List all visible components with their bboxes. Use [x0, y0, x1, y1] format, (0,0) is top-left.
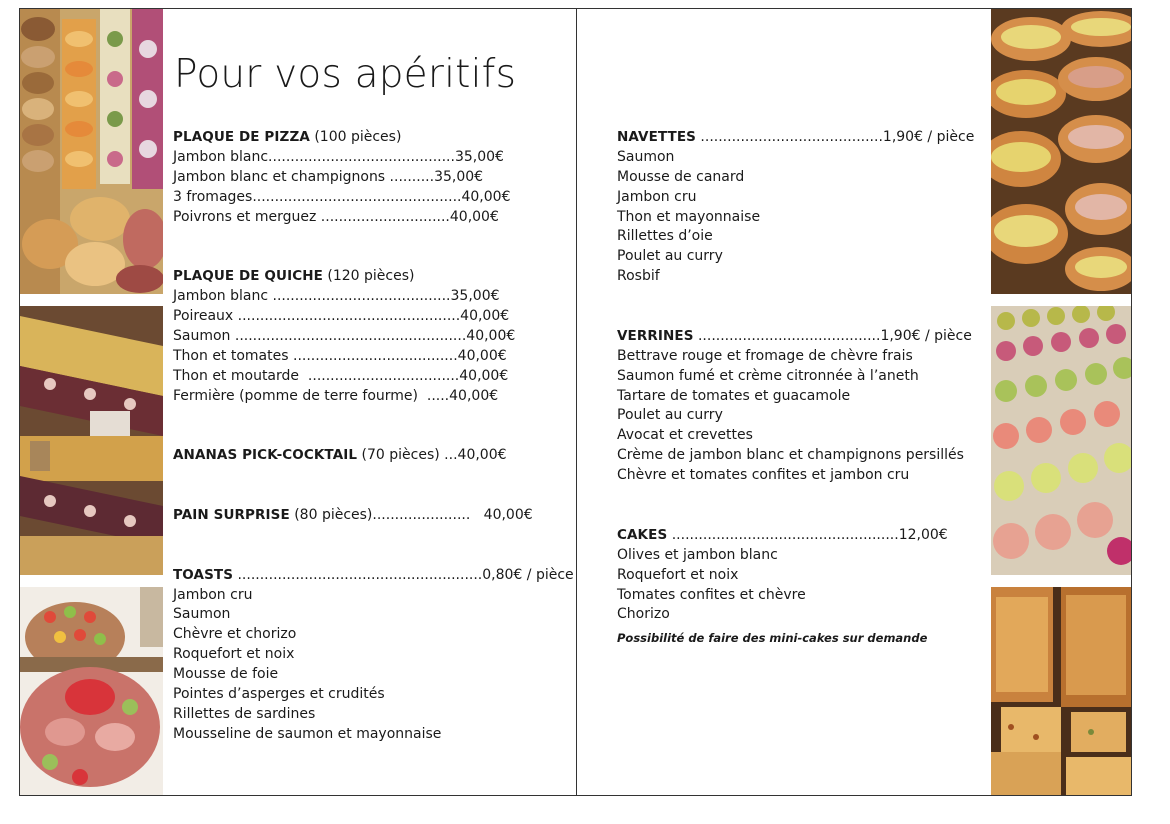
leader-dots: ......................	[372, 506, 471, 523]
menu-item	[173, 307, 574, 327]
menu-item: Pointes d’asperges et crudités	[173, 686, 385, 702]
menu-item: Avocat et crevettes	[617, 427, 753, 444]
menu-item	[173, 367, 574, 387]
left-menu-column	[173, 128, 574, 745]
page-title: Pour vos apéritifs	[174, 52, 517, 97]
leader-dots: ........................................	[268, 288, 451, 305]
item-price: 40,00€	[457, 347, 507, 364]
leader-dots: .........................................	[693, 327, 881, 344]
menu-section-pizza	[173, 128, 574, 148]
menu-item: Olives et jambon blanc	[617, 546, 778, 563]
section-name: NAVETTES	[617, 129, 696, 145]
menu-section-toasts	[173, 566, 574, 586]
item-label: 3 fromages	[173, 188, 253, 205]
menu-section-verrines	[617, 327, 974, 347]
leader-dots: .......................................................	[233, 566, 483, 583]
item-price: 40,00€	[470, 506, 533, 523]
menu-item: Mousseline de saumon et mayonnaise	[173, 725, 442, 742]
item-label: Fermière (pomme de terre fourme)	[173, 387, 418, 404]
leader-dots: ..........................................	[268, 148, 455, 165]
item-price: 35,00€	[434, 168, 484, 185]
leader-dots: ...	[439, 447, 458, 464]
leader-dots: ..................................................	[233, 308, 461, 325]
item-price: 35,00€	[450, 288, 500, 305]
menu-item: Mousse de foie	[173, 666, 279, 683]
mini-pastries-photo	[20, 9, 163, 294]
section-qty: (120 pièces)	[322, 268, 415, 285]
item-price: 40,00€	[459, 367, 509, 384]
leader-dots: .............................	[316, 208, 450, 225]
menu-item	[173, 148, 574, 168]
item-label: Jambon blanc et champignons	[173, 168, 386, 185]
menu-section-pain-surprise	[173, 506, 574, 526]
menu-item: Roquefort et noix	[173, 646, 295, 663]
menu-item: Roquefort et noix	[617, 566, 739, 583]
item-label: Jambon blanc	[173, 148, 269, 165]
leader-dots: ...................................................	[667, 526, 899, 543]
navettes-photo	[991, 9, 1131, 294]
menu-item: Tartare de tomates et guacamole	[617, 387, 851, 404]
cured-meat-cake-photo	[20, 306, 163, 575]
leader-dots: ..................................	[299, 367, 460, 384]
menu-section-ananas	[173, 446, 574, 466]
menu-item	[173, 387, 574, 407]
menu-item	[173, 287, 574, 307]
item-price: 12,00€	[898, 526, 948, 543]
menu-item: Crème de jambon blanc et champignons persillés	[617, 447, 964, 464]
leader-dots: ....................................................	[230, 327, 467, 344]
menu-item: Poulet au curry	[617, 407, 723, 424]
section-name: CAKES	[617, 526, 668, 543]
menu-item	[173, 188, 574, 208]
item-price: 40,00€	[466, 327, 516, 344]
item-label: Saumon	[173, 327, 231, 344]
item-price: 40,00€	[449, 387, 499, 404]
menu-item: Jambon cru	[617, 188, 697, 205]
section-name: VERRINES	[617, 327, 694, 344]
menu-item	[173, 347, 574, 367]
leader-dots: .....	[417, 387, 450, 404]
item-price: 35,00€	[454, 148, 504, 165]
menu-item	[173, 208, 574, 228]
menu-item: Bettrave rouge et fromage de chèvre frais	[617, 347, 913, 364]
decorated-platter-photo	[20, 587, 163, 795]
menu-item: Saumon	[617, 148, 675, 165]
menu-item: Thon et mayonnaise	[617, 208, 761, 225]
leader-dots: ...............................................	[252, 188, 462, 205]
menu-item: Poulet au curry	[617, 248, 723, 265]
item-label: Thon et tomates	[173, 347, 289, 364]
menu-item: Tomates confites et chèvre	[617, 586, 806, 603]
page-fold-line	[576, 8, 577, 796]
leader-dots: .....................................	[288, 347, 458, 364]
menu-item	[173, 168, 574, 188]
section-qty: (80 pièces)	[289, 506, 373, 523]
menu-item	[173, 327, 574, 347]
section-name: PLAQUE DE PIZZA	[173, 129, 310, 145]
section-name: TOASTS	[173, 566, 234, 583]
menu-item: Chèvre et tomates confites et jambon cru	[617, 467, 910, 484]
menu-section-navettes	[617, 128, 974, 148]
leader-dots: ..........	[385, 168, 435, 185]
menu-item: Chorizo	[617, 606, 670, 623]
menu-section-quiche	[173, 267, 574, 287]
item-label: Thon et moutarde	[173, 367, 300, 384]
item-price: 1,90€ / pièce	[882, 129, 975, 145]
item-label: Poireaux	[173, 308, 234, 325]
menu-item: Rosbif	[617, 268, 660, 285]
section-qty: (70 pièces)	[357, 447, 440, 464]
menu-item: Jambon cru	[173, 586, 253, 603]
right-menu-column	[617, 128, 974, 649]
item-price: 40,00€	[457, 447, 507, 464]
verrines-photo	[991, 306, 1131, 575]
menu-item: Saumon	[173, 606, 231, 623]
leader-dots: .........................................	[695, 129, 883, 145]
item-price: 40,00€	[449, 208, 499, 225]
section-qty: (100 pièces)	[309, 129, 402, 145]
menu-item: Rillettes d’oie	[617, 228, 713, 245]
section-name: ANANAS PICK-COCKTAIL	[173, 447, 358, 464]
menu-item: Mousse de canard	[617, 168, 745, 185]
item-label: Poivrons et merguez	[173, 208, 317, 225]
menu-section-cakes	[617, 526, 974, 546]
cakes-photo	[991, 587, 1131, 795]
item-price: 40,00€	[460, 308, 510, 325]
menu-item: Rillettes de sardines	[173, 705, 316, 722]
item-label: Jambon blanc	[173, 288, 269, 305]
item-price: 1,90€ / pièce	[880, 327, 972, 344]
item-price: 40,00€	[461, 188, 511, 205]
section-name: PLAQUE DE QUICHE	[173, 268, 323, 285]
section-name: PAIN SURPRISE	[173, 506, 290, 523]
cakes-note: Possibilité de faire des mini-cakes sur demande	[617, 631, 928, 646]
menu-item: Chèvre et chorizo	[173, 626, 297, 643]
menu-item: Saumon fumé et crème citronnée à l’aneth	[617, 367, 919, 384]
item-price: 0,80€ / pièce	[482, 566, 574, 583]
